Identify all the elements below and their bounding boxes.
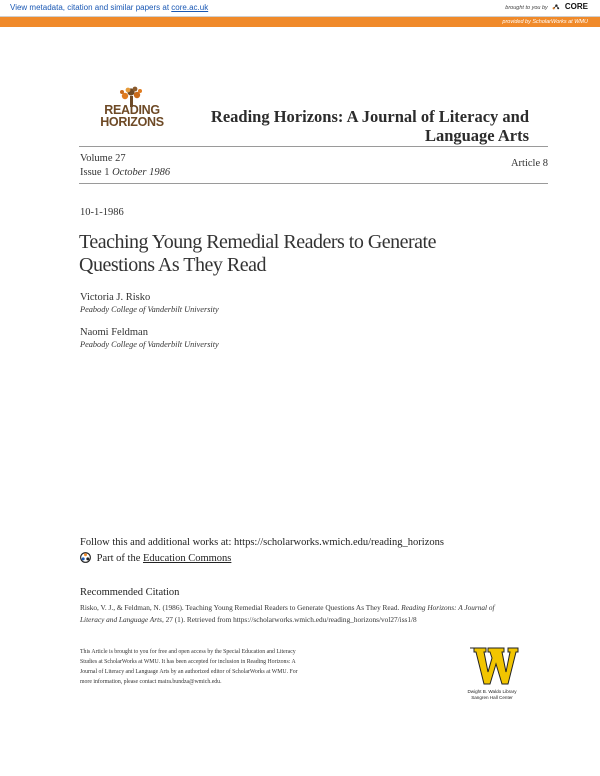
volume-issue-block — [80, 152, 170, 179]
issue-date: October 1986 — [112, 166, 171, 178]
core-label[interactable]: CORE — [564, 2, 588, 11]
network-commons-icon — [80, 552, 91, 566]
open-access-note: This Article is brought to you for free and open access by the Special Education and Literacy Studies at ScholarWorks at WMU. It has been accepted for inclusion in Reading Horizons: A Journal of Literacy and Language Arts by an authorized editor of ScholarWorks at WMU. For more information, please contact maira.bundza@wmich.edu. — [80, 649, 298, 685]
brought-text: brought to you by — [505, 5, 548, 11]
provided-by-bar — [0, 17, 600, 27]
author-affiliation: Peabody College of Vanderbilt University — [80, 305, 219, 314]
journal-title[interactable]: Reading Horizons: A Journal of Literacy and Language Arts — [210, 107, 529, 145]
volume-link[interactable]: Volume 27 — [80, 153, 126, 164]
issue-line[interactable] — [80, 166, 170, 180]
author-name[interactable]: Naomi Feldman — [80, 327, 148, 338]
reading-horizons-logo — [80, 84, 184, 136]
core-logo-icon — [551, 2, 560, 13]
citation-text — [80, 602, 520, 626]
author-affiliation: Peabody College of Vanderbilt University — [80, 340, 219, 349]
wmu-library-text — [452, 689, 532, 701]
wmu-line2: Sangren Hall Center — [471, 695, 513, 700]
provided-by-text[interactable]: provided by ScholarWorks at WMU — [502, 18, 588, 25]
publication-date: 10-1-1986 — [80, 207, 124, 218]
recommended-citation-heading: Recommended Citation — [80, 587, 180, 598]
citation-journal: Reading Horizons: A Journal of Literacy and Language Arts, — [80, 603, 495, 624]
view-metadata-notice — [10, 3, 208, 12]
education-commons-link[interactable]: Education Commons — [143, 553, 232, 564]
part-of-line — [80, 552, 231, 566]
header-rule-bottom — [79, 183, 548, 184]
header-rule-top — [79, 146, 548, 147]
core-link[interactable]: core.ac.uk — [171, 3, 209, 12]
core-banner — [0, 0, 600, 17]
logo-word-horizons: HORIZONS — [100, 115, 164, 129]
follow-works-link[interactable]: Follow this and additional works at: https://scholarworks.wmich.edu/reading_horizons — [80, 537, 444, 548]
author-name[interactable]: Victoria J. Risko — [80, 292, 151, 303]
brought-to-you — [505, 2, 588, 13]
logo-word-reading: READING — [104, 103, 160, 117]
article-number: Article 8 — [510, 158, 548, 169]
citation-part2[interactable]: 27 (1). Retrieved from https://scholarworks.wmich.edu/reading_horizons/vol27/iss1/8 — [165, 615, 417, 624]
paper-title: Teaching Young Remedial Readers to Generate Questions As They Read — [79, 231, 436, 276]
wmu-w-icon — [460, 646, 524, 688]
citation-part1: Risko, V. J., & Feldman, N. (1986). Teaching Young Remedial Readers to Generate Questions As They Read. — [80, 603, 400, 612]
part-of-text: Part of the — [96, 553, 141, 564]
wmu-line1: Dwight B. Waldo Library — [467, 689, 517, 694]
view-metadata-text: View metadata, citation and similar papers at — [10, 3, 170, 12]
issue-label: Issue 1 — [80, 166, 110, 178]
